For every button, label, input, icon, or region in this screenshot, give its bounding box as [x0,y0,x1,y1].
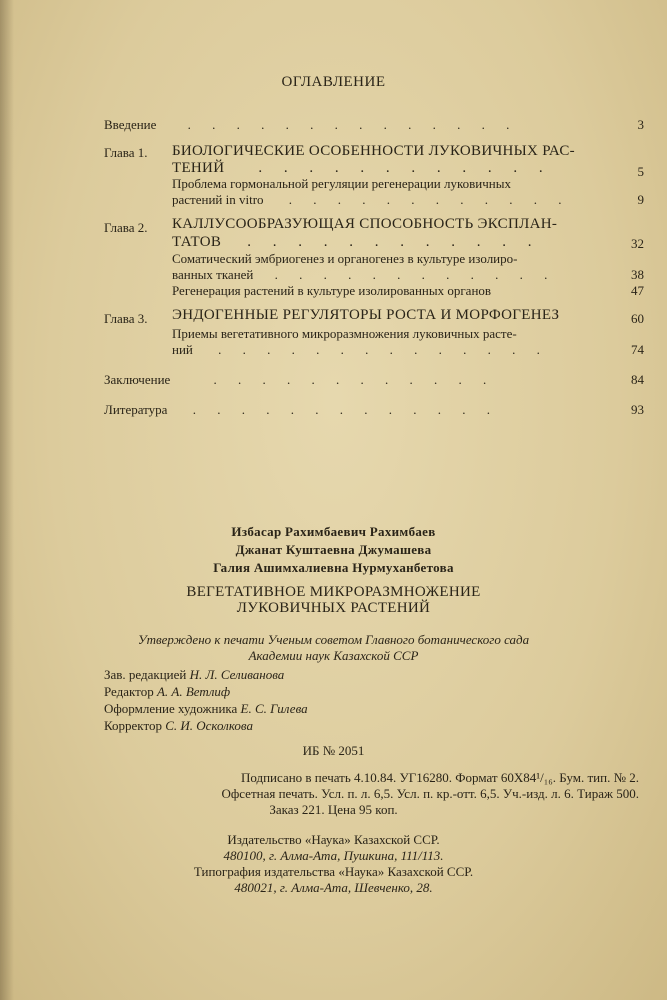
printer-address: 480021, г. Алма-Ата, Шевченко, 28. [234,880,433,895]
toc-page-number: 3 [637,117,644,132]
toc-page-number: 84 [631,372,644,387]
staff-line: Корректор С. И. Осколкова [104,718,253,733]
book-title-line: ВЕГЕТАТИВНОЕ МИКРОРАЗМНОЖЕНИЕ [186,584,481,600]
printer-name: Типография издательства «Наука» Казахской ССР. [193,864,474,879]
author-name: Избасар Рахимбаевич Рахимбаев [231,524,436,539]
toc-chapter-label: Глава 1. [104,145,148,160]
publisher-name: Издательство «Наука» Казахской ССР. [227,832,440,847]
toc-section-title: Проблема гормональной регуляции регенерации луковичных [172,176,511,191]
toc-section-title-cont: растений in vitro . . . . . . . . . . . . [172,192,571,207]
print-info-line: Заказ 221. Цена 95 коп. [269,802,398,817]
toc-entry-intro: Введение . . . . . . . . . . . . . . [104,117,519,132]
approval-note: Утверждено к печати Ученым советом Главного ботанического сада [137,632,530,647]
toc-chapter-title-cont: ТАТОВ . . . . . . . . . . . . [172,234,541,250]
toc-section-title-cont: ний . . . . . . . . . . . . . . [172,342,549,357]
staff-line: Редактор А. А. Ветлиф [104,684,231,699]
toc-chapter-label: Глава 2. [104,220,148,235]
toc-page-number: 47 [631,283,644,298]
toc-chapter-title-cont: ТЕНИЙ . . . . . . . . . . . . [172,160,552,176]
book-title-line: ЛУКОВИЧНЫХ РАСТЕНИЙ [236,600,431,616]
print-info-line: Подписано в печать 4.10.84. УГ16280. Формат 60Х84¹/₁₆. Бум. тип. № 2. [240,770,639,785]
staff-line: Оформление художника Е. С. Гилева [104,701,308,716]
toc-chapter-label: Глава 3. [104,311,148,326]
toc-chapter-title: БИОЛОГИЧЕСКИЕ ОСОБЕННОСТИ ЛУКОВИЧНЫХ РАС- [172,143,575,159]
print-info-line: Офсетная печать. Усл. п. л. 6,5. Усл. п. кр.-отт. 6,5. Уч.-изд. л. 6. Тираж 500. [221,786,639,801]
author-name: Джанат Куштаевна Джумашева [235,542,432,557]
toc-heading: ОГЛАВЛЕНИЕ [281,74,386,90]
approval-note: Академии наук Казахской ССР [248,648,419,663]
toc-chapter-title: ЭНДОГЕННЫЕ РЕГУЛЯТОРЫ РОСТА И МОРФОГЕНЕЗ [172,307,560,323]
toc-page-number: 32 [631,236,644,251]
publisher-address: 480100, г. Алма-Ата, Пушкина, 111/113. [223,848,444,863]
author-name: Галия Ашимхалиевна Нурмуханбетова [213,560,454,575]
toc-page-number: 38 [631,267,644,282]
toc-section-title: Соматический эмбриогенез и органогенез в культуре изолиро- [172,251,518,266]
toc-section-title: Регенерация растений в культуре изолированных органов [172,283,492,298]
toc-page-number: 74 [631,342,644,357]
ib-number: ИБ № 2051 [302,743,365,758]
staff-line: Зав. редакцией Н. Л. Селиванова [104,667,285,682]
toc-entry-references: Литература . . . . . . . . . . . . . [104,402,499,417]
toc-section-title-cont: ванных тканей . . . . . . . . . . . . [172,267,557,282]
toc-page-number: 93 [631,402,644,417]
toc-entry-conclusion: Заключение . . . . . . . . . . . . [104,372,496,387]
toc-page-number: 9 [637,192,644,207]
toc-section-title: Приемы вегетативного микроразмножения луковичных расте- [172,326,517,341]
toc-chapter-title: КАЛЛУСООБРАЗУЮЩАЯ СПОСОБНОСТЬ ЭКСПЛАН- [172,216,558,232]
toc-page-number: 5 [637,164,644,179]
toc-page-number: 60 [631,311,644,326]
